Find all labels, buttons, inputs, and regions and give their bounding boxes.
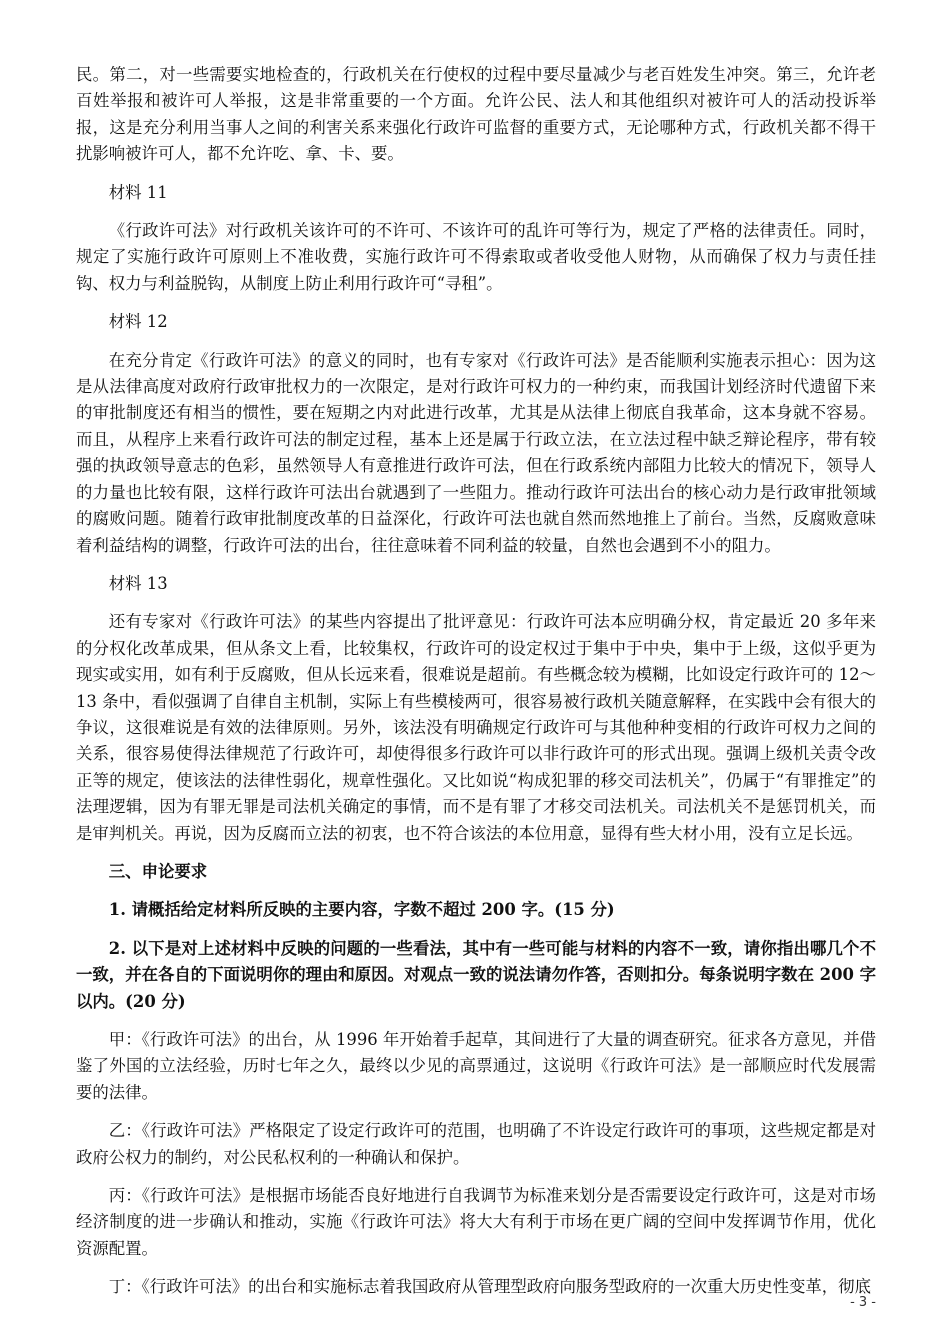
statement-yi: 乙：《行政许可法》严格限定了设定行政许可的范围，也明确了不许设定行政许可的事项，这些规定都是对政府公权力的制约，对公民私权利的一种确认和保护。 xyxy=(76,1121,876,1167)
paragraph-continuation: 民。第二，对一些需要实地检查的，行政机关在行使权的过程中要尽量减少与老百姓发生冲突。第三，允许老百姓举报和被许可人举报，这是非常重要的一个方面。允许公民、法人和其他组织对被许可人的活动投诉举报，这是充分利用当事人之间的利害关系来强化行政许可监督的重要方式，无论哪种方式，行政机关都不得干扰影响被许可人，都不允许吃、拿、卡、要。 xyxy=(76,65,876,164)
page-number: - 3 - xyxy=(850,1295,876,1310)
statement-bing: 丙：《行政许可法》是根据市场能否良好地进行自我调节为标准来划分是否需要设定行政许可，这是对市场经济制度的进一步确认和推动，实施《行政许可法》将大大有利于市场在更广阔的空间中发挥调节作用，优化资源配置。 xyxy=(76,1186,876,1258)
paragraph-material-13: 还有专家对《行政许可法》的某些内容提出了批评意见：行政许可法本应明确分权，肯定最近 20 多年来的分权化改革成果，但从条文上看，比较集权，行政许可的设定权过于集中于中央，集中于上级，这似乎更为现实或实用，如有利于反腐败，但从长远来看，很难说是超前。有些概念较为模糊，比如设定行政许可的 12～13 条中，看似强调了自律自主机制，实际上有些模棱两可，很容易被行政机关随意解释，在实践中会有很大的争议，这很难说是有效的法律原则。另外，该法没有明确规定行政许可与其他种种变相的行政许可权力之间的关系，很容易使得法律规范了行政许可，却使得很多行政许可以非行政许可的形式出现。强调上级机关责令改正等的规定，使该法的法律性弱化，规章性强化。又比如说“构成犯罪的移交司法机关”，仍属于“有罪推定”的法理逻辑，因为有罪无罪是司法机关确定的事情，而不是有罪了才移交司法机关。司法机关不是惩罚机关，而是审判机关。再说，因为反腐而立法的初衷，也不符合该法的本位用意，显得有些大材小用，没有立足长远。 xyxy=(76,612,876,843)
heading-requirements: 三、申论要求 xyxy=(108,861,208,881)
heading-material-12: 材料 12 xyxy=(108,312,168,332)
question-1: 1. 请概括给定材料所反映的主要内容，字数不超过 200 字。(15 分) xyxy=(108,900,615,920)
heading-material-11: 材料 11 xyxy=(108,182,168,202)
paragraph-material-11: 《行政许可法》对行政机关该许可的不许可、不该许可的乱许可等行为，规定了严格的法律责任。同时，规定了实施行政许可原则上不准收费，实施行政许可不得索取或者收受他人财物，从而确保了权力与责任挂钩、权力与利益脱钩，从制度上防止利用行政许可“寻租”。 xyxy=(76,221,876,293)
statement-ding: 丁：《行政许可法》的出台和实施标志着我国政府从管理型政府向服务型政府的一次重大历史性变革，彻底 xyxy=(108,1277,871,1297)
heading-material-13: 材料 13 xyxy=(108,573,168,593)
page-content xyxy=(76,62,876,1313)
statement-jia: 甲：《行政许可法》的出台，从 1996 年开始着手起草，其间进行了大量的调查研究。征求各方意见，并借鉴了外国的立法经验，历时七年之久，最终以少见的高票通过，这说明《行政许可法》是一部顺应时代发展需要的法律。 xyxy=(76,1030,876,1102)
paragraph-material-12: 在充分肯定《行政许可法》的意义的同时，也有专家对《行政许可法》是否能顺利实施表示担心：因为这是从法律高度对政府行政审批权力的一次限定，是对行政许可权力的一种约束，而我国计划经济时代遗留下来的审批制度还有相当的惯性，要在短期之内对此进行改革，尤其是从法律上彻底自我革命，这本身就不容易。而且，从程序上来看行政许可法的制定过程，基本上还是属于行政立法，在立法过程中缺乏辩论程序，带有较强的执政领导意志的色彩，虽然领导人有意推进行政许可法，但在行政系统内部阻力比较大的情况下，领导人的力量也比较有限，这样行政许可法出台就遇到了一些阻力。推动行政许可法出台的核心动力是行政审批领域的腐败问题。随着行政审批制度改革的日益深化，行政许可法也就自然而然地推上了前台。当然，反腐败意味着利益结构的调整，行政许可法的出台，往往意味着不同利益的较量，自然也会遇到不小的阻力。 xyxy=(76,350,876,555)
question-2: 2. 以下是对上述材料中反映的问题的一些看法，其中有一些可能与材料的内容不一致，请你指出哪几个不一致，并在各自的下面说明你的理由和原因。对观点一致的说法请勿作答，否则扣分。每条说明字数在 200 字以内。(20 分) xyxy=(76,938,876,1011)
